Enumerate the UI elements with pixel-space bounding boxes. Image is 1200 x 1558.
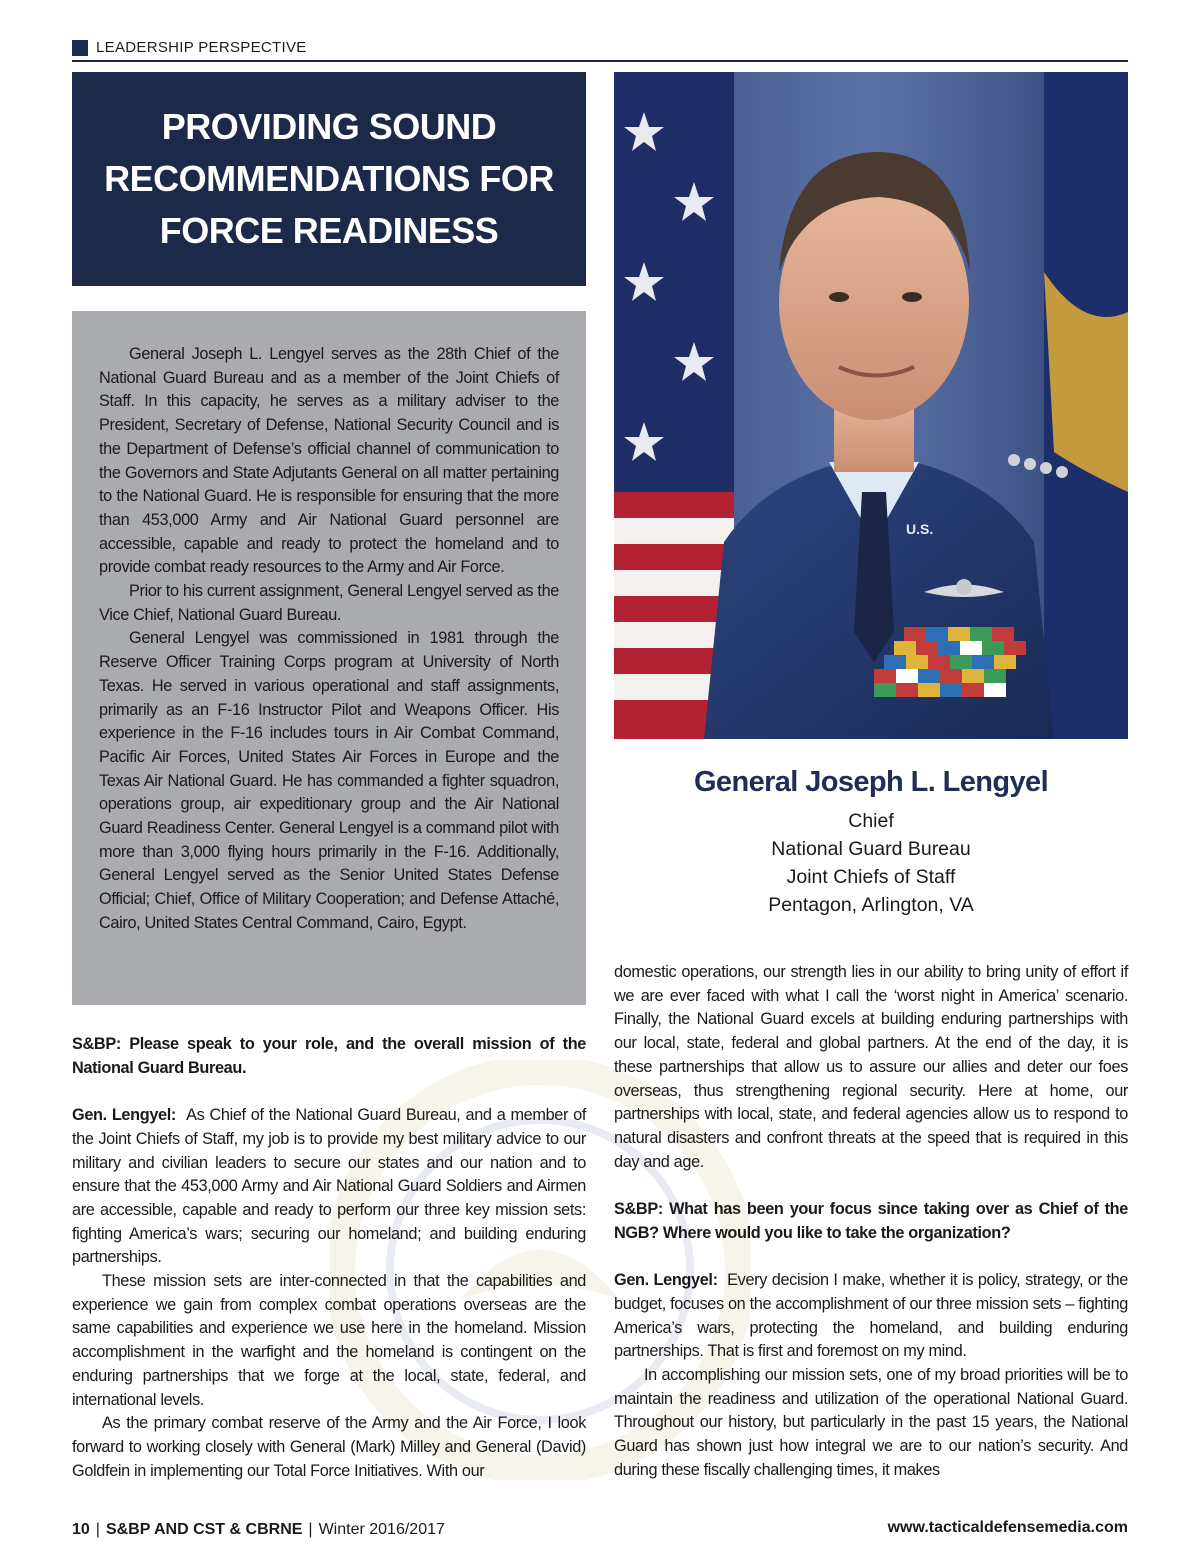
answer-1-paragraph-3: As the primary combat reserve of the Army and the Air Force, I look forward to working closely with General (Mark) Milley and General (David) Goldfein in implementing our Total Force Initiatives. With our — [72, 1414, 586, 1480]
bio-paragraph-3: General Lengyel was commissioned in 1981 through the Reserve Officer Training Corps program at University of North Texas. He served in various operational and staff assignments, primarily as an F-16 Instructor Pilot and Weapons Officer. His experience in the F-16 includes tours in Air Combat Command, Pacific Air Forces, United States Air Forces in Europe and the Texas Air National Guard. He has commanded a fighter squadron, operations group, air expeditionary group and the Air National Guard Readiness Center. General Lengyel is a command pilot with more than 3,000 flying hours primarily in the F-16. Additionally, General Lengyel served as the Senior United States Defense Official; Chief, Office of Military Cooperation; and Defense Attaché, Cairo, United States Central Command, Cairo, Egypt. — [99, 629, 559, 932]
portrait-photo — [614, 72, 1128, 739]
profile-title-line-4: Pentagon, Arlington, VA — [768, 894, 974, 916]
answer-1-paragraph-2: These mission sets are inter-connected in that the capabilities and experience we gain from complex combat operations overseas are the same capabilities and experience we use here in the homeland. Mission accomplishment in the warfight and the homeland is contingent on the enduring partnerships that we forge at the local, state, federal, and international levels. — [72, 1272, 586, 1409]
profile-block — [614, 766, 1128, 919]
title-line-1: PROVIDING SOUND — [161, 106, 497, 147]
answer-1-text-1: As Chief of the National Guard Bureau, and a member of the Joint Chiefs of Staff, my job is to provide my best military advice to our military and civilian leaders to secure our states and our nation and to ensure that the 453,000 Army and Air National Guard Soldiers and Airmen are accessible, capable and ready to perform our three key mission sets: fighting America’s wars; securing our homeland; and building enduring partnerships. — [72, 1106, 586, 1267]
left-column — [72, 1033, 586, 1483]
website-link[interactable]: www.tacticaldefensemedia.com — [887, 1519, 1128, 1536]
profile-title-line-2: National Guard Bureau — [771, 838, 971, 860]
section-label: LEADERSHIP PERSPECTIVE — [96, 39, 307, 56]
answer-2-text-1: Every decision I make, whether it is policy, strategy, or the budget, focuses on the accomplishment of our three mission sets – fighting America’s wars, protecting the homeland, and building enduring partnerships. That is first and foremost on my mind. — [614, 1271, 1128, 1361]
bio-paragraph-2: Prior to his current assignment, General Lengyel served as the Vice Chief, National Guard Bureau. — [99, 582, 559, 624]
article-title — [99, 101, 559, 257]
answer-1-speaker: Gen. Lengyel: — [72, 1106, 176, 1125]
title-line-3: FORCE READINESS — [159, 210, 499, 251]
profile-name: General Joseph L. Lengyel — [693, 766, 1049, 798]
title-box — [72, 72, 586, 286]
title-line-2: RECOMMENDATIONS FOR — [104, 158, 554, 199]
answer-2-speaker: Gen. Lengyel: — [614, 1271, 718, 1290]
answer-1-paragraph-3-continued: domestic operations, our strength lies in our ability to bring unity of effort if we are ever faced with what I call the ‘worst night in America’ scenario. Finally, the National Guard excels at building enduring partnerships with our local, state, federal and global partners. At the end of the day, it is these partnerships that allow us to assure our allies and deter our foes overseas, thus strengthening regional security. Here at home, our partnerships with local, state, and federal agencies allow us to respond to natural disasters and confront threats at the speed that is required in this day and age. — [614, 963, 1128, 1171]
answer-2-paragraph-1 — [614, 1269, 1128, 1364]
right-column — [614, 961, 1128, 1482]
section-header — [72, 38, 1128, 62]
profile-title-line-1: Chief — [848, 810, 894, 832]
section-marker-icon — [72, 40, 88, 56]
publication-name: S&BP AND CST & CBRNE — [105, 1521, 303, 1538]
profile-title-line-3: Joint Chiefs of Staff — [786, 866, 956, 888]
answer-1-paragraph-1 — [72, 1104, 586, 1270]
bio-paragraph-1: General Joseph L. Lengyel serves as the 28th Chief of the National Guard Bureau and as a member of the Joint Chiefs of Staff. In this capacity, he serves as a military adviser to the President, Secretary of Defense, National Security Council and is the Department of Defense’s official channel of communication to the Governors and State Adjutants General on all matter pertaining to the National Guard. He is responsible for ensuring that the more than 453,000 Army and Air National Guard personnel are accessible, capable and ready to protect the homeland and to provide combat ready resources to the Army and Air Force. — [99, 345, 559, 577]
footer-left: 10 | S&BP AND CST & CBRNE | Winter 2016/2017 — [72, 1521, 445, 1538]
question-2: S&BP: What has been your focus since taking over as Chief of the NGB? Where would you like to take the organization? — [614, 1200, 1128, 1242]
issue-date: Winter 2016/2017 — [318, 1521, 445, 1538]
us-insignia-text: U.S. — [906, 521, 934, 537]
question-1: S&BP: Please speak to your role, and the overall mission of the National Guard Bureau. — [72, 1035, 586, 1077]
bio-box — [72, 311, 586, 1005]
answer-2-paragraph-2: In accomplishing our mission sets, one of my broad priorities will be to maintain the readiness and utilization of the operational National Guard. Throughout our history, but particularly in the past 15 years, the National Guard has shown just how integral we are to our nation’s security. And during these fiscally challenging times, it makes — [614, 1365, 1128, 1479]
page-number: 10 — [72, 1521, 90, 1538]
portrait-illustration — [614, 72, 1128, 739]
